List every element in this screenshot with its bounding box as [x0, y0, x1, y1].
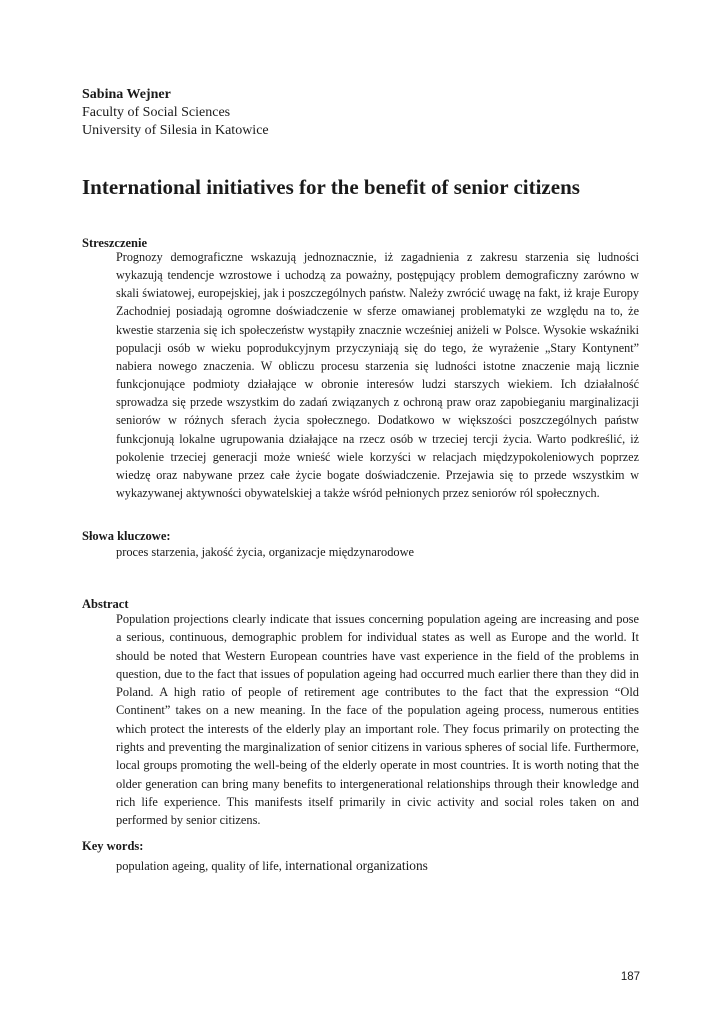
slowa-kluczowe-text: proces starzenia, jakość życia, organizacje międzynarodowe: [116, 545, 415, 559]
page-number: 187: [620, 971, 640, 983]
abstract-text: Population projections clearly indicate that issues concerning population ageing are increasing and pose a serious, continuous, demographic problem for individual states as well as Europe and the world. It should be noted that Western European countries have vast experience in the field of the problems in question, due to the fact that issues of population ageing had occurred much earlier there than they did in Poland. A high ratio of people of retirement age contributes to the fact that the expression “Old Continent” takes on a new meaning. In the face of the population ageing process, numerous entities which protect the interests of the elderly play an important role. They focus primarily on protecting the rights and preventing the marginalization of senior citizens in various spheres of social life. Furthermore, local groups promoting the well-being of the elderly operate in most countries. It is worth noting that the older generation can bring many benefits to intergenerational relationships through their knowledge and rich life experience. This manifests itself primarily in civic activity and social roles taken on and performed by senior citizens.: [116, 612, 639, 828]
streszczenie-heading: Streszczenie: [82, 236, 148, 250]
author-block: [82, 86, 642, 140]
slowa-kluczowe-heading: Słowa kluczowe:: [82, 529, 171, 543]
author-faculty: Faculty of Social Sciences: [82, 105, 231, 120]
key-words-heading: Key words:: [82, 839, 144, 853]
streszczenie-text: Prognozy demograficzne wskazują jednoznacznie, iż zagadnienia z zakresu starzenia się ludności wykazują tendencje wzrostowe i uchodzą za poważny, postępujący problem demograficzny zarówno w skali światowej, europejskiej, jak i poszczególnych państw. Należy zwrócić uwagę na fakt, iż kraje Europy Zachodniej posiadają ogromne doświadczenie w sferze omawianej problematyki ze względu na to, że kwestie starzenia się ich społeczeństw wystąpiły znacznie wcześniej aniżeli w Polsce. Wysokie wskaźniki populacji osób w wieku poprodukcyjnym przyczyniają się do tego, że wyrażenie „Stary Kontynent” nabiera nowego znaczenia. W obliczu procesu starzenia się ludności istotne znaczenie mają licznie funkcjonujące podmioty działające w obronie interesów ludzi starszych wiekiem. Ich działalność sprowadza się przede wszystkim do zadań związanych z ochroną praw oraz zapobieganiu marginalizacji seniorów w różnych sferach życia społecznego. Dodatkowo w większości poszczególnych państw funkcjonują lokalne ugrupowania działające na rzecz osób w trzeciej tercji życia. Warto podkreślić, iż pokolenie trzeciej generacji może wnieść wiele korzyści w relacjach międzypokoleniowych poprzez wiedzę oraz nabywane przez całe życie bogate doświadczenie. Przejawia się to przede wszystkim w wykazywanej aktywności obywatelskiej a także wśród pełnionych przez seniorów ról społecznych.: [116, 250, 639, 501]
paper-title: International initiatives for the benefit of senior citizens: [82, 175, 580, 199]
author-name: Sabina Wejner: [82, 87, 171, 102]
abstract-heading: Abstract: [82, 597, 129, 611]
author-university: University of Silesia in Katowice: [82, 123, 269, 138]
key-words-tail: international organizations: [284, 858, 428, 873]
key-words-text: [116, 857, 656, 875]
key-words-main: population ageing, quality of life,: [116, 859, 285, 873]
